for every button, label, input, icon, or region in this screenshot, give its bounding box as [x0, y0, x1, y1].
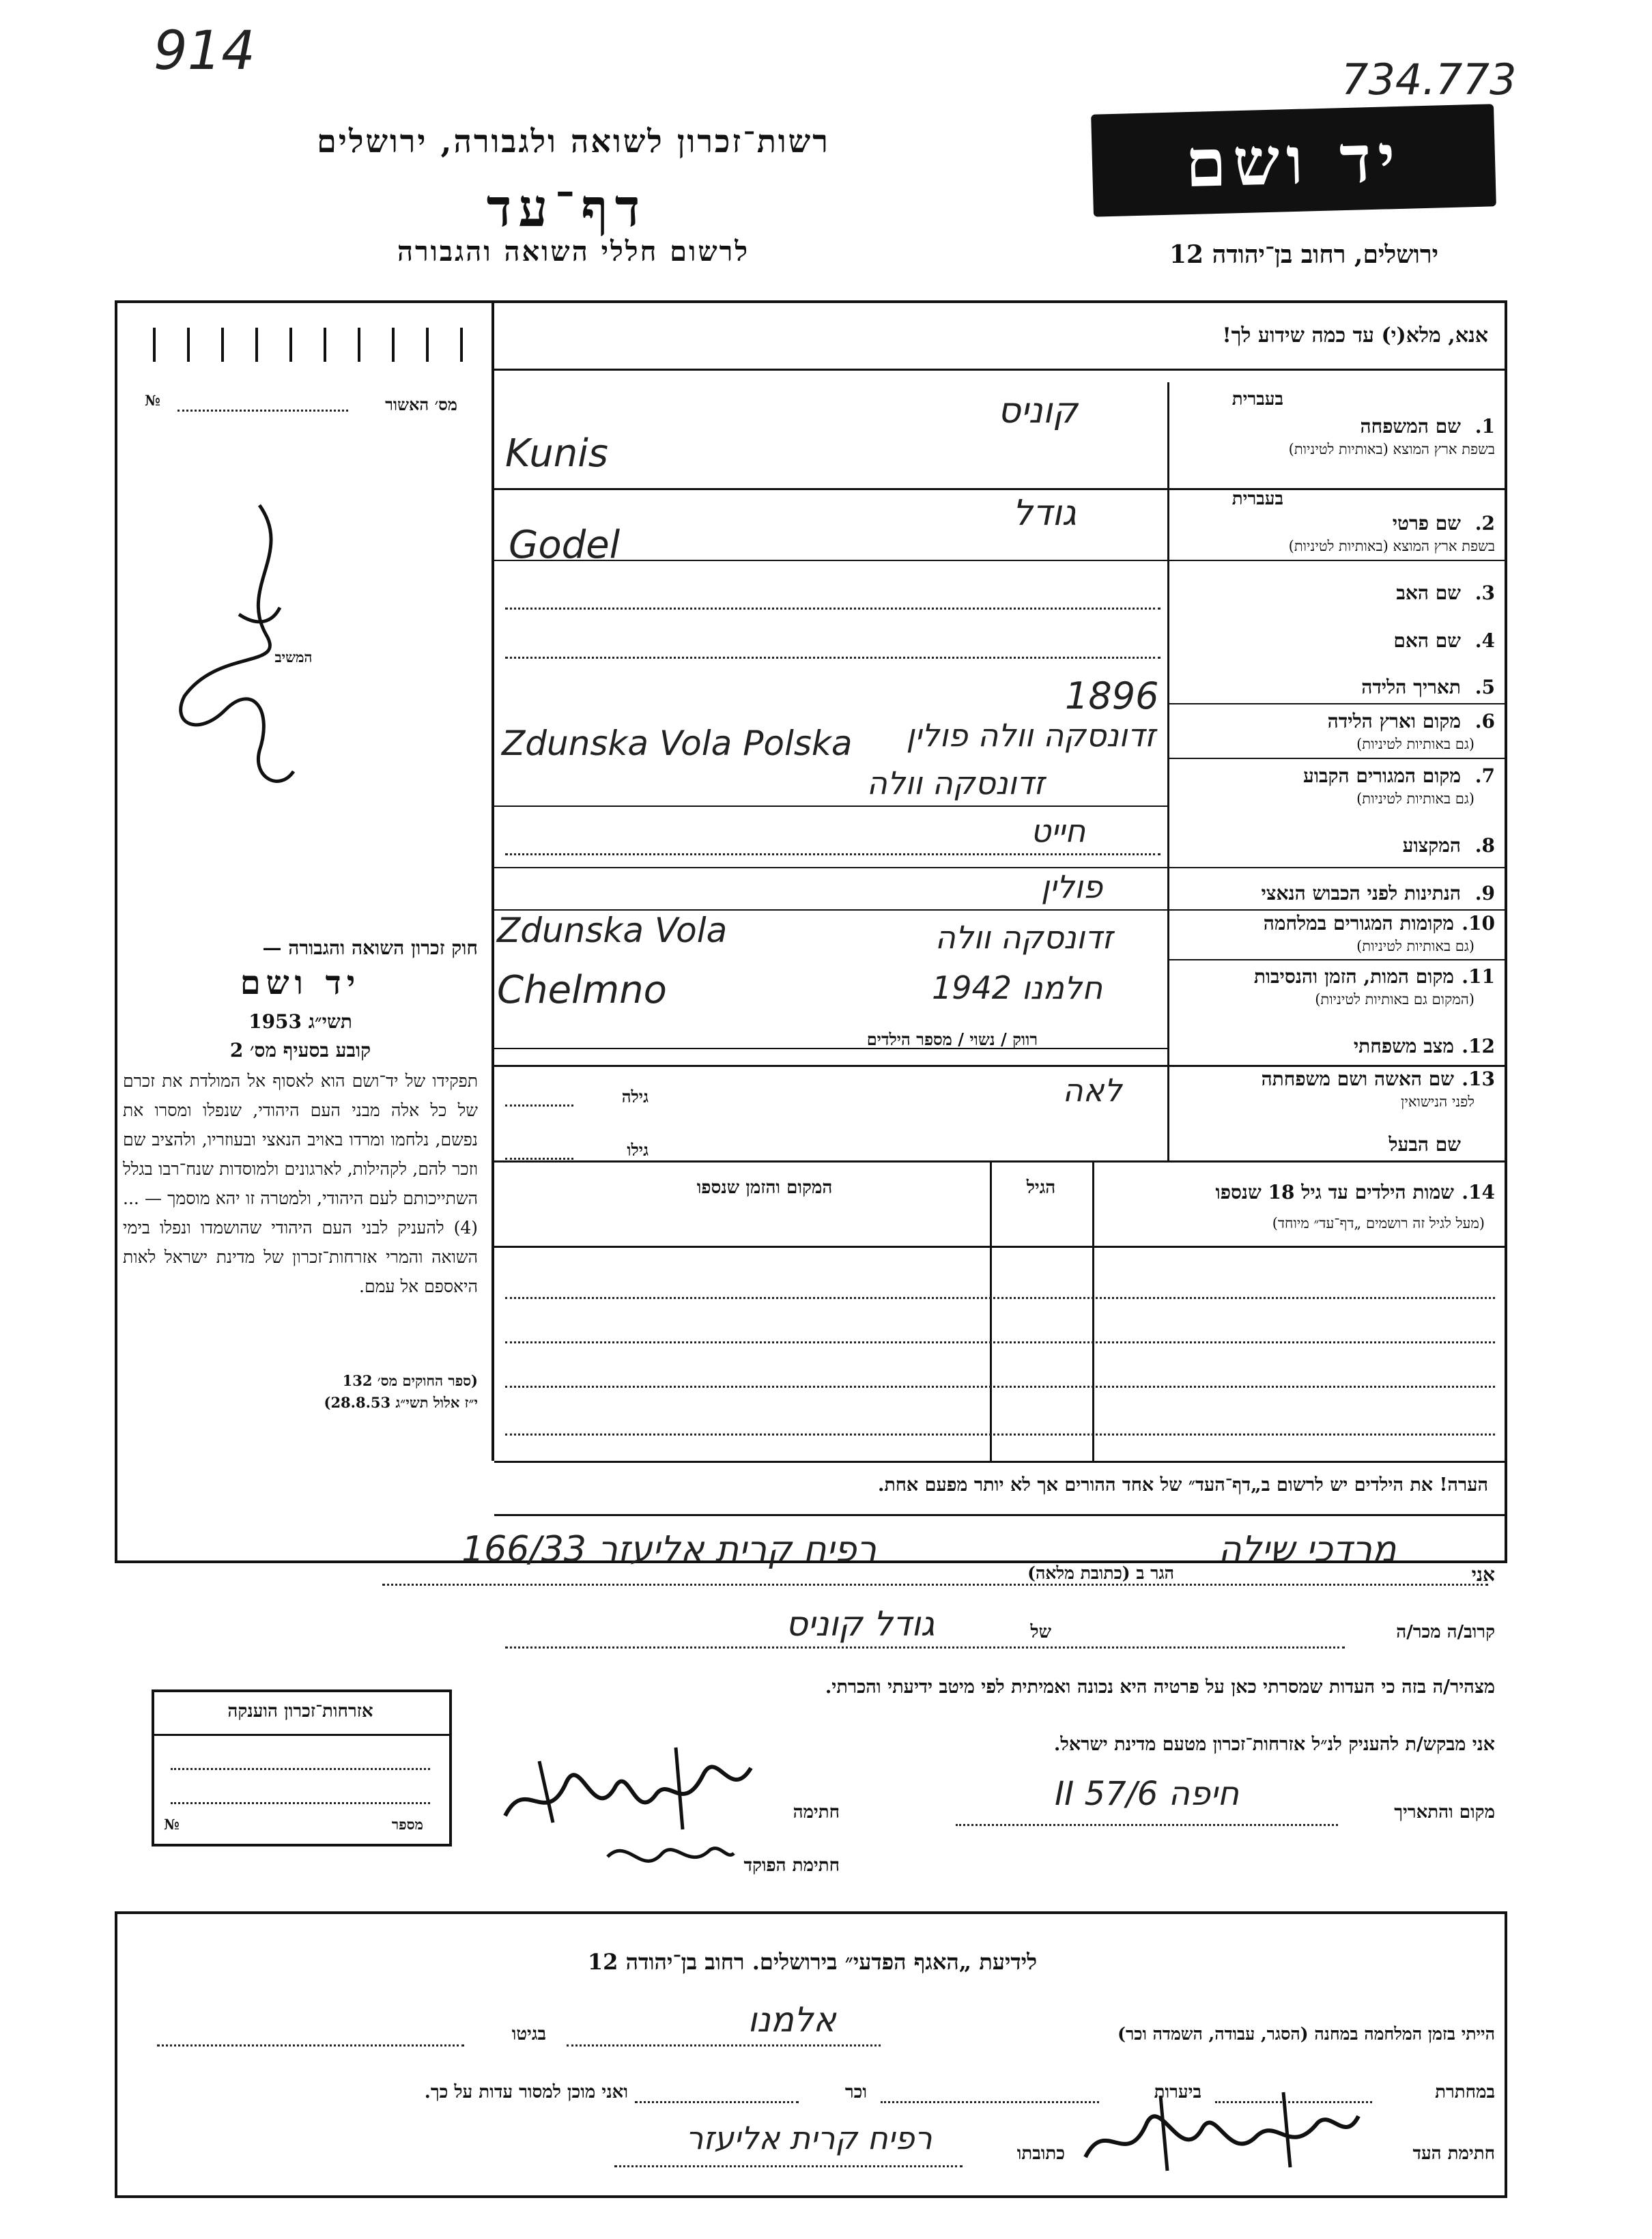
field-13-sub: לפני הנישואין [1401, 1094, 1475, 1110]
citizenship-box-number-label: מספר [391, 1816, 423, 1833]
field-11-value: חלמנו 1942 [931, 969, 1103, 1006]
declaration-signature-label: חתימה [793, 1802, 840, 1823]
field-13-age-line [505, 1104, 573, 1107]
instruction-text: אנא, מלא(י) עד כמה שידוע לך! [1222, 324, 1488, 347]
yad-vashem-logo [1091, 104, 1496, 216]
children-sub: (מעל לגיל זה רושמים „דף־עד״ מיוחד) [1272, 1215, 1485, 1231]
row-sep [494, 560, 1507, 561]
field-7-number: 7. [1475, 765, 1495, 787]
bottom-hiding-label: במחתרת [1435, 2082, 1495, 2102]
field-13-number: 13. [1462, 1068, 1495, 1090]
declaration-inspector-label: חתימת הפוקד [743, 1855, 840, 1876]
children-col-age: הגיל [1026, 1178, 1056, 1198]
field-3-label: שם האב [1396, 582, 1461, 604]
field-13-age-label: גילה [621, 1087, 649, 1107]
children-row-line [505, 1434, 1495, 1436]
field-5-label: תאריך הלידה [1361, 676, 1461, 698]
children-col-place: המקום והזמן שנספו [696, 1178, 833, 1198]
field-13-label: שם האשה ושם משפחתה [1261, 1068, 1454, 1090]
children-row-line [505, 1297, 1495, 1299]
label-column-divider [1167, 382, 1169, 1160]
field-9-number: 9. [1475, 882, 1495, 904]
children-row-line [505, 1341, 1495, 1343]
row-sep [494, 488, 1507, 490]
field-10-number: 10. [1462, 912, 1495, 935]
field-13-value: לאה [1062, 1072, 1122, 1109]
field-11-label: מקום המות, הזמן והנסיבות [1253, 965, 1454, 988]
field-2-value-latin: Godel [509, 523, 621, 567]
law-year: תשי״ג 1953 [248, 1010, 352, 1033]
field-4-number: 4. [1475, 629, 1495, 652]
field-4-line [505, 657, 1160, 659]
field-2-lang-label: בעברית [1231, 489, 1283, 509]
declaration-relative-line [505, 1646, 1345, 1649]
row-sep [1167, 959, 1507, 960]
sidebar-divider [492, 300, 494, 1461]
field-8-label: המקצוע [1402, 834, 1461, 857]
field-7-value: זדונסקה וולה [866, 765, 1045, 801]
declaration-request-text: אני מבקש/ת להעניק לנ״ל אזרחות־זכרון מטעם מדינת ישראל. [1053, 1734, 1495, 1755]
row-sep [494, 805, 1167, 807]
witness-signature [1079, 2082, 1365, 2178]
law-name: יד ושם [240, 964, 361, 1002]
declaration-i-label: אני [1471, 1563, 1495, 1586]
note-top-line [494, 1461, 1507, 1463]
citizenship-box-line [171, 1802, 430, 1804]
bottom-etc-label: וכר [844, 2082, 867, 2102]
declaration-resident-label: הגר ב (כתובת מלאה) [1027, 1563, 1174, 1583]
law-text: תפקידו של יד־ושם הוא לאסוף אל המולדת את זכרם של כל אלה מבני העם היהודי, שנפלו ומסרו את נפשם, נלחמו ומרדו באויב הנאצי ובעוזריו, ולהציב שם וזכר להם, לקהילות, לארגונים ולמוסדות שנח־רבו בגלל השתייכותם לעם היהודי, ולמטרה זו יהא מוסמך — ...(4) להעניק לבני העם היהודי שהושמדו ונפלו בימי השואה והמרי אזרחות־זכרון של מדינת ישראל לאות היאספם אל עמם. [123, 1071, 478, 1296]
children-label: שמות הילדים עד גיל 18 שנספו [1215, 1181, 1454, 1203]
field-2-number: 2. [1475, 512, 1495, 534]
bottom-etc-line [635, 2101, 799, 2103]
field-11-number: 11. [1462, 965, 1495, 988]
field-8-value: חייט [1030, 812, 1086, 849]
field-11-value-latin: Chelmno [497, 968, 667, 1012]
bottom-title: לידיעת „האגף הפדעי״ בירושלים. רחוב בן־יהודה 12 [587, 1949, 1038, 1975]
field-6-sub: (גם באותיות לטיניות) [1356, 736, 1475, 752]
bottom-ghetto-label: בגיטו [511, 2024, 546, 2044]
field-6-value-latin: Zdunska Vola Polska [502, 724, 853, 763]
file-number: 914 [154, 20, 255, 82]
inspector-signature [601, 1829, 737, 1884]
field-10-value-latin: Zdunska Vola [497, 911, 728, 950]
logo-text: יד ושם [1184, 119, 1404, 202]
law-clause: קובע בסעיף מס׳ 2 [229, 1039, 371, 1061]
bottom-willing-text: ואני מוכן למסור עדות על כך. [424, 2082, 628, 2102]
citizenship-box-line [171, 1768, 430, 1770]
field-6-label: מקום וארץ הלידה [1327, 710, 1461, 732]
field-11-sub: (המקום גם באותיות לטיניות) [1315, 991, 1475, 1008]
children-header-line [494, 1246, 1507, 1248]
citizenship-box-title: אזרחות־זכרון הוענקה [227, 1701, 373, 1722]
field-6-number: 6. [1475, 710, 1495, 732]
law-ref-2: י״ז אלול תשי״ג 28.8.53) [324, 1394, 478, 1411]
field-1-number: 1. [1475, 415, 1495, 438]
bottom-ghetto-line [157, 2044, 464, 2047]
instruction-underline [494, 369, 1507, 371]
declaration-relative-label: קרוב/ה מכר/ה [1396, 1622, 1495, 1642]
cert-number-label: מס׳ האשור [385, 395, 457, 414]
bottom-camp-line [567, 2044, 881, 2047]
field-8-number: 8. [1475, 834, 1495, 857]
header-address: ירושלים, רחוב בן־יהודה 12 [1169, 240, 1439, 269]
row-sep [494, 867, 1507, 868]
citizenship-box-divider [152, 1734, 452, 1736]
bottom-partisans-line [881, 2101, 1099, 2103]
page-title: דף־עד [486, 177, 647, 238]
field-1-value-latin: Kunis [505, 431, 608, 476]
bottom-address-label: כתובתו [1016, 2143, 1065, 2164]
bottom-camp-text: הייתי בזמן המלחמה במחנה (הסגר, עבודה, השמדה וכר) [1117, 2024, 1495, 2044]
field-10-value: זדונסקה וולה [935, 919, 1113, 956]
field-2-value-hebrew: גודל [1012, 493, 1077, 534]
field-3-number: 3. [1475, 582, 1495, 604]
row-sep [494, 1160, 1507, 1163]
children-col-divider [990, 1160, 992, 1461]
field-10-label: מקומות המגורים במלחמה [1263, 912, 1454, 935]
declaration-address: רפיח קרית אליעזר 166/33 [461, 1529, 877, 1570]
field-2-sub: בשפת ארץ המוצא (באותיות לטיניות) [1288, 538, 1495, 554]
field-1-sub: בשפת ארץ המוצא (באותיות לטיניות) [1288, 441, 1495, 457]
citizenship-box-number-mark: № [164, 1816, 180, 1833]
children-col-divider [1092, 1160, 1094, 1461]
field-2-label: שם פרטי [1392, 512, 1461, 534]
field-9-label: הנתינות לפני הכבוש הנאצי [1261, 882, 1461, 904]
field-7-sub: (גם באותיות לטיניות) [1356, 790, 1475, 807]
authority-name: רשות־זכרון לשואה ולגבורה, ירושלים [317, 123, 830, 160]
cert-number-line [177, 410, 348, 412]
field-5-value: 1896 [1065, 674, 1159, 717]
law-ref-1: (ספר החוקים מס׳ 132 [342, 1372, 478, 1389]
note-text: הערה! את הילדים יש לרשום ב„דף־העד״ של אחד ההורים אך לא יותר מפעם אחת. [878, 1474, 1488, 1496]
field-5-number: 5. [1475, 676, 1495, 698]
declaration-i-name: מרדכי שילה [1218, 1529, 1397, 1570]
field-husband-age-line [505, 1158, 573, 1160]
declaration-of-value: גודל קוניס [785, 1604, 935, 1644]
field-12-label: מצב משפחתי [1353, 1035, 1454, 1057]
field-4-label: שם האם [1393, 629, 1461, 652]
field-12-number: 12. [1462, 1035, 1495, 1057]
declaration-declare-text: מצהיר/ה בזה כי העדות שמסרתי כאן על פרטיה היא נכונה ואמיתית לפי מיטב ידיעתי והכרתי. [825, 1677, 1495, 1698]
bottom-address-line [614, 2165, 963, 2167]
field-12-options: רווק / נשוי / מספר הילדים [866, 1029, 1038, 1049]
field-9-value: פולין [1040, 868, 1103, 905]
record-number: 734.773 [1341, 55, 1517, 104]
field-7-label: מקום המגורים הקבוע [1303, 765, 1461, 787]
bottom-camp-value: אלמנו [747, 2000, 836, 2040]
field-1-label: שם המשפחה [1360, 415, 1461, 438]
bottom-witness-label: חתימת העד [1412, 2143, 1495, 2164]
field-8-line [505, 853, 1160, 855]
field-husband-age-label: גילו [627, 1140, 649, 1160]
declaration-address-line [382, 1584, 1488, 1586]
cert-number-mark: № [145, 392, 160, 409]
row-sep [1167, 703, 1507, 704]
field-husband-label: שם הבעל [1388, 1133, 1461, 1156]
sidebar-signature-label: המשיב [274, 648, 313, 666]
bottom-partisans-label: ביערות [1154, 2082, 1201, 2102]
declaration-place-date-label: מקום והתאריך [1394, 1802, 1495, 1823]
children-number: 14. [1462, 1181, 1495, 1203]
field-1-lang-label: בעברית [1231, 389, 1283, 410]
field-6-value: זדונסקה וולה פולין [906, 717, 1156, 754]
row-sep [1167, 758, 1507, 759]
bottom-address-value: רפיח קרית אליעזר [685, 2120, 932, 2156]
field-10-sub: (גם באותיות לטיניות) [1356, 938, 1475, 954]
children-row-line [505, 1386, 1495, 1388]
cert-stub-strip [153, 328, 474, 362]
law-title: חוק זכרון השואה והגבורה — [262, 937, 478, 959]
declaration-place-date-line [956, 1824, 1338, 1826]
declaration-place-date-value: חיפה 6/II 57 [1054, 1775, 1240, 1813]
page-subtitle: לרשום חללי השואה והגבורה [397, 236, 750, 268]
declaration-of-label: של [1030, 1622, 1051, 1642]
field-3-line [505, 608, 1160, 610]
note-bottom-line [494, 1514, 1507, 1516]
row-sep [494, 1065, 1507, 1067]
field-1-value-hebrew: קוניס [997, 390, 1078, 431]
declaration-signature [498, 1734, 758, 1836]
